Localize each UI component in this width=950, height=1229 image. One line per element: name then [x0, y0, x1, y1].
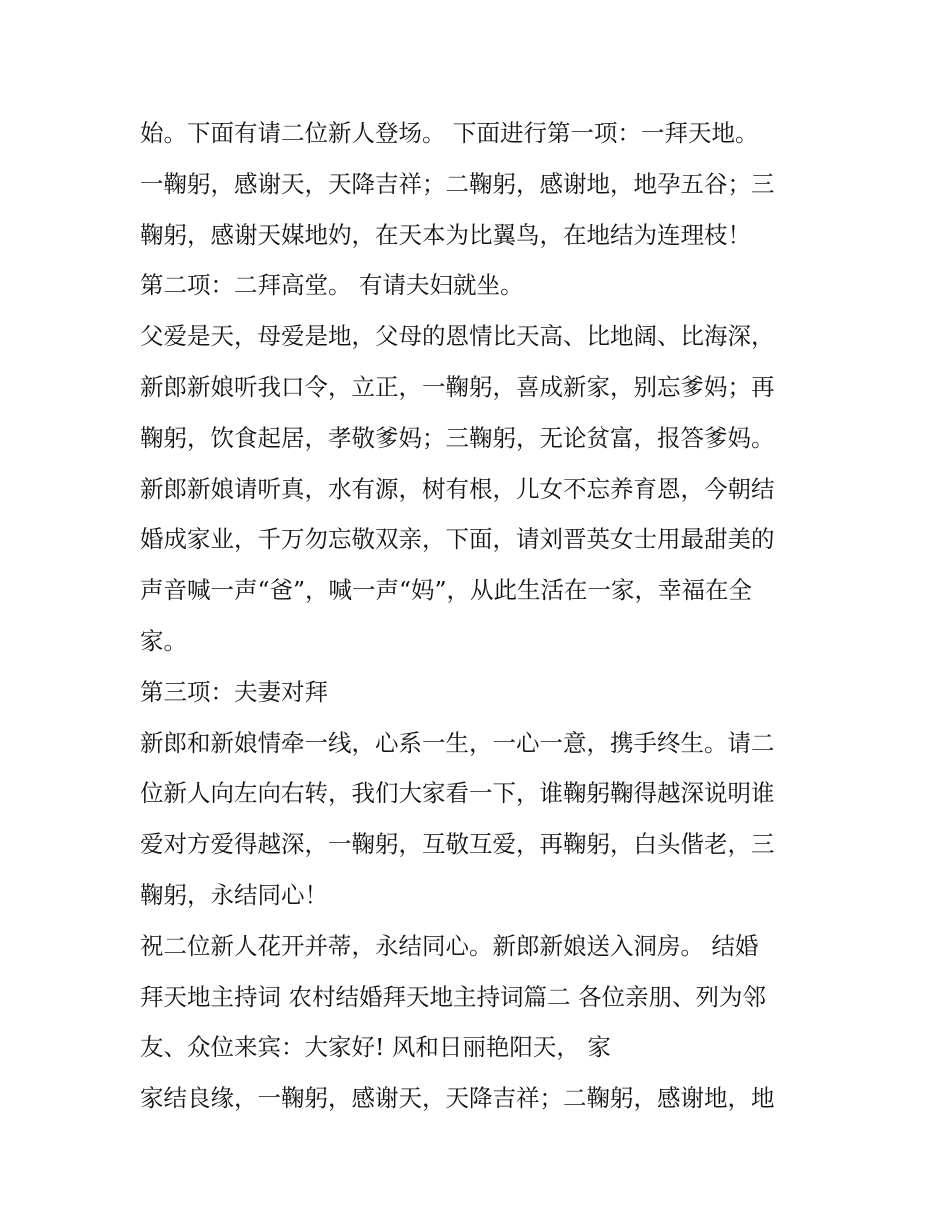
- text-line: 始。下面有请二位新人登场。 下面进行第一项：一拜天地。: [140, 119, 759, 147]
- text-line: 婚成家业，千万勿忘敬双亲，下面，请刘晋英女士用最甜美的: [140, 525, 775, 554]
- text-line: 一鞠躬，感谢天，天降吉祥；二鞠躬，感谢地，地孕五谷；三: [140, 169, 775, 198]
- text-line: 新郎新娘听我口令，立正，一鞠躬，喜成新家，别忘爹妈；再: [140, 372, 775, 401]
- text-line: 友、众位来宾：大家好! 风和日丽艳阳天， 家: [140, 1033, 611, 1062]
- text-line: 父爱是天，母爱是地，父母的恩情比天高、比地阔、比海深，: [140, 322, 775, 351]
- text-line: 家。: [140, 626, 187, 655]
- text-line: 祝二位新人花开并蒂，永结同心。新郎新娘送入洞房。 结婚: [140, 931, 759, 960]
- text-line: 鞠躬，饮食起居，孝敬爹妈；三鞠躬，无论贫富，报答爹妈。: [140, 423, 775, 452]
- text-line: 位新人向左向右转，我们大家看一下，谁鞠躬鞠得越深说明谁: [140, 779, 775, 808]
- text-line: 第二项：二拜高堂。 有请夫妇就坐。: [140, 271, 524, 300]
- document-body: [140, 108, 820, 1124]
- text-line: 新郎和新娘情牵一线，心系一生，一心一意，携手终生。请二: [140, 728, 775, 757]
- text-line: 鞠躬，永结同心！: [140, 880, 328, 909]
- text-line: 声音喊一声“爸”，喊一声“妈”，从此生活在一家，幸福在全: [140, 576, 753, 605]
- text-line: 拜天地主持词 农村结婚拜天地主持词篇二 各位亲朋、列为邻: [140, 982, 766, 1011]
- text-line: 鞠躬，感谢天媒地妁，在天本为比翼鸟，在地结为连理枝！: [140, 220, 751, 249]
- text-line: 爱对方爱得越深，一鞠躬，互敬互爱，再鞠躬，白头偕老，三: [140, 830, 775, 859]
- text-line: 第三项：夫妻对拜: [140, 677, 328, 706]
- text-line: 新郎新娘请听真，水有源，树有根，儿女不忘养育恩，今朝结: [140, 474, 775, 503]
- text-line: 家结良缘，一鞠躬，感谢天，天降吉祥；二鞠躬，感谢地，地: [140, 1084, 775, 1113]
